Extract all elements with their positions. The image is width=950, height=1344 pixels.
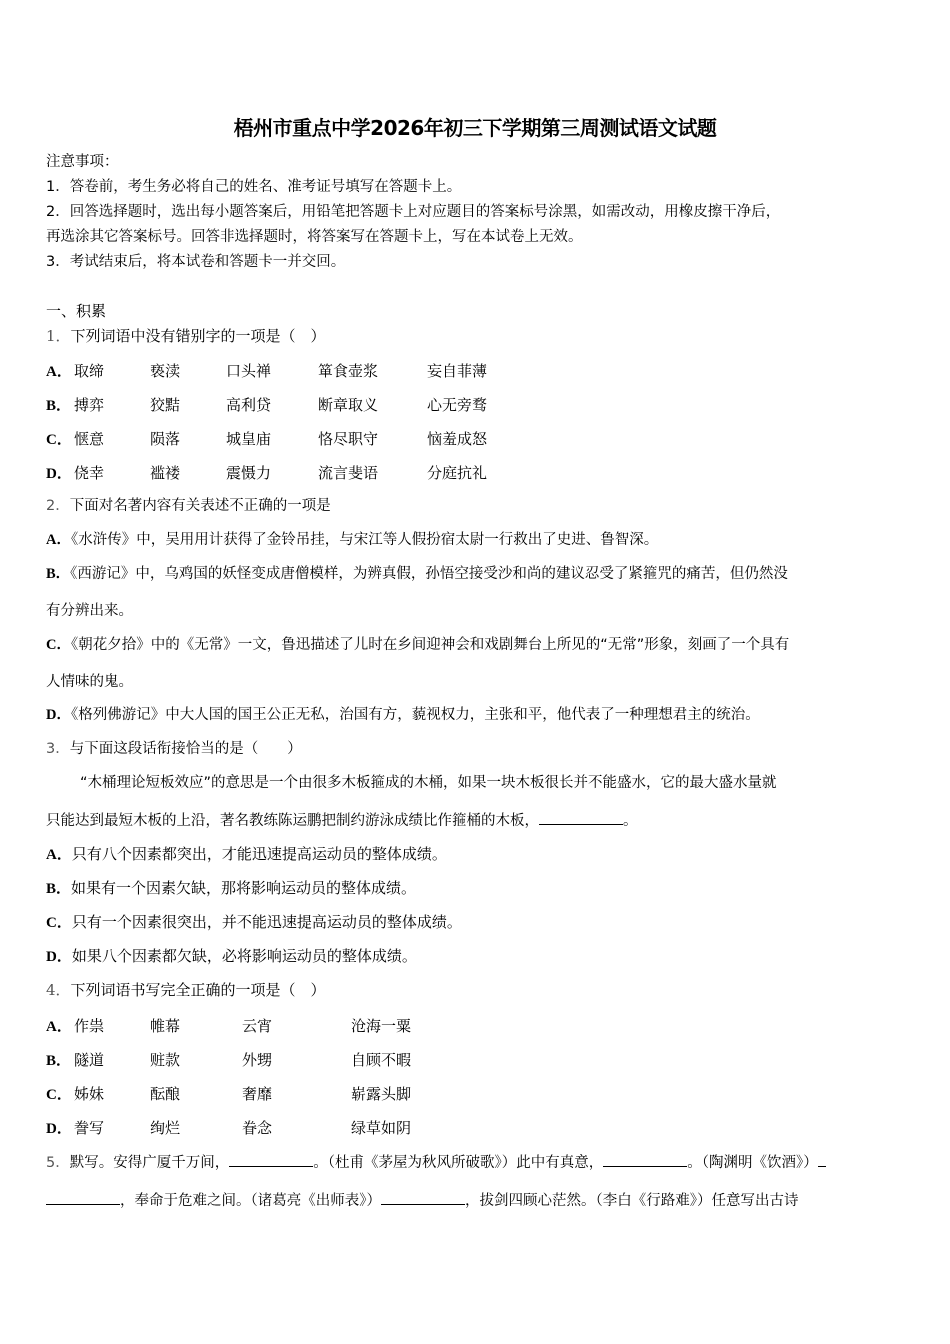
q5-text: 默写。安得广厦千万间， [69,1155,230,1171]
q3-passage-line: “木桶理论短板效应”的意思是一个由很多木板箍成的木桶，如果一块木板很长并不能盛水，它的最大盛水量就 [80,775,777,791]
option-word: 城皇庙 [226,430,272,448]
answer-blank[interactable] [539,810,623,825]
option-text: 只有八个因素都突出，才能迅速提高运动员的整体成绩。 [71,845,447,863]
option-label: A． [46,532,71,548]
option-word: 姊妹 [74,1085,105,1103]
q3-passage-line [46,810,638,831]
q5-text: ，奉命于危难之间。（诸葛亮《出师表》） [120,1193,381,1209]
option-word: 断章取义 [318,396,379,414]
option-word: 誊写 [74,1119,105,1137]
option-label: D． [46,466,72,482]
question-3-stem [46,739,302,759]
page-title: 梧州市重点中学2026年初三下学期第三周测试语文试题 [233,116,717,140]
option-label: D． [46,949,72,965]
option-word: 箪食壶浆 [318,362,379,380]
question-text: 下面对名著内容有关表述不正确的一项是 [69,498,331,514]
option-word: 惬意 [74,430,105,448]
option-label: B． [46,881,72,897]
question-number: 3． [46,741,70,757]
option-text: 《朝花夕拾》中的《无常》一文，鲁迅描述了儿时在乡间迎神会和戏剧舞台上所见的“无常”形象，刻画了一个具有 [70,637,790,653]
option-label: C． [46,637,71,653]
q5-text: 。（杜甫《茅屋为秋风所破歌》）此中有真意， [313,1155,604,1171]
answer-blank[interactable] [818,1152,826,1167]
question-2-stem [46,496,331,516]
answer-blank[interactable] [603,1152,687,1167]
q3-option-c[interactable] [46,912,462,933]
notice-item: 2．回答选择题时，选出每小题答案后，用铅笔把答题卡上对应题目的答案标号涂黑，如需改动，用橡皮擦干净后， [46,204,781,220]
q2-option-b[interactable] [46,564,788,584]
option-label: D． [46,707,71,723]
option-text: 如果有一个因素欠缺，那将影响运动员的整体成绩。 [71,879,417,897]
option-word: 眷念 [242,1119,273,1137]
option-word: 亵渎 [150,362,181,380]
question-text: 下列词语中没有错别字的一项是（ ） [70,327,326,345]
option-label: B． [46,566,71,582]
question-4-stem [46,980,326,1000]
option-word: 分庭抗礼 [427,464,488,482]
option-word: 心无旁骛 [427,396,488,414]
question-number: 2． [46,498,70,514]
option-word: 搏弈 [74,396,105,414]
option-word: 赃款 [150,1051,181,1069]
question-number: 5． [46,1155,70,1171]
notice-item: 3．考试结束后，将本试卷和答题卡一并交回。 [46,254,346,270]
option-word: 自顾不暇 [351,1051,412,1069]
option-word: 崭露头脚 [351,1085,412,1103]
answer-blank[interactable] [46,1190,120,1205]
q2-option-b-cont: 有分辨出来。 [46,603,133,619]
option-text: 只有一个因素很突出，并不能迅速提高运动员的整体成绩。 [71,913,462,931]
answer-blank[interactable] [229,1152,313,1167]
option-label: A． [46,364,72,380]
q3-option-d[interactable] [46,946,417,967]
option-word: 沧海一粟 [351,1017,412,1035]
option-label: B． [46,398,72,414]
notice-item: 1．答卷前，考生务必将自己的姓名、准考证号填写在答题卡上。 [46,179,462,195]
option-word: 作祟 [74,1017,105,1035]
passage-text: 只能达到最短木板的上沿，著名教练陈运鹏把制约游泳成绩比作箍桶的木板， [46,813,539,829]
option-word: 恪尽职守 [318,430,379,448]
option-word: 绿草如阴 [351,1119,412,1137]
option-word: 口头禅 [226,362,272,380]
option-label: C． [46,432,72,448]
q5-text: ，拔剑四顾心茫然。（李白《行路难》）任意写出古诗 [465,1193,799,1209]
question-text: 与下面这段话衔接恰当的是（ ） [69,741,302,757]
q2-option-a[interactable] [46,530,658,550]
option-text: 《西游记》中，乌鸡国的妖怪变成唐僧模样，为辨真假，孙悟空接受沙和尚的建议忍受了紧箍咒的痛苦，但仍然没 [70,566,788,582]
question-number: 4． [46,981,71,999]
option-label: C． [46,1087,72,1103]
option-label: A． [46,847,72,863]
q2-option-d[interactable] [46,705,760,725]
option-word: 褴褛 [150,464,181,482]
option-text: 《水浒传》中，吴用用计获得了金铃吊挂，与宋江等人假扮宿太尉一行救出了史进、鲁智深。 [70,532,659,548]
option-word: 妄自菲薄 [427,362,488,380]
q5-text: 。（陶渊明《饮酒》） [687,1155,818,1171]
passage-end: 。 [623,813,638,829]
option-text: 《格列佛游记》中大人国的国王公正无私，治国有方，藐视权力，主张和平，他代表了一种理想君主的统治。 [70,707,760,723]
option-label: B． [46,1053,72,1069]
option-word: 帷幕 [150,1017,181,1035]
option-word: 震慑力 [226,464,272,482]
question-number: 1． [46,327,71,345]
q2-option-c[interactable] [46,635,789,655]
option-word: 隧道 [74,1051,105,1069]
option-word: 酝酿 [150,1085,181,1103]
option-text: 如果八个因素都欠缺，必将影响运动员的整体成绩。 [71,947,417,965]
option-word: 云宵 [242,1017,273,1035]
option-word: 外甥 [242,1051,273,1069]
question-5-line [46,1190,799,1211]
option-word: 狡黠 [150,396,181,414]
option-word: 侥幸 [74,464,105,482]
option-word: 取缔 [74,362,105,380]
option-word: 流言斐语 [318,464,379,482]
option-label: D． [46,1121,72,1137]
option-word: 奢靡 [242,1085,273,1103]
question-text: 下列词语书写完全正确的一项是（ ） [70,981,326,999]
notice-item: 再选涂其它答案标号。回答非选择题时，将答案写在答题卡上，写在本试卷上无效。 [46,229,583,245]
option-label: C． [46,915,72,931]
option-label: A． [46,1019,72,1035]
option-word: 陨落 [150,430,181,448]
option-word: 高利贷 [226,396,272,414]
question-1-stem [46,326,326,346]
answer-blank[interactable] [381,1190,465,1205]
question-5-line [46,1152,826,1173]
option-word: 恼羞成怒 [427,430,488,448]
option-word: 绚烂 [150,1119,181,1137]
q3-option-b[interactable] [46,878,416,899]
section-heading: 一、积累 [46,302,107,320]
notice-heading: 注意事项： [46,154,119,170]
q2-option-c-cont: 人情味的鬼。 [46,674,133,690]
q3-option-a[interactable] [46,844,447,865]
